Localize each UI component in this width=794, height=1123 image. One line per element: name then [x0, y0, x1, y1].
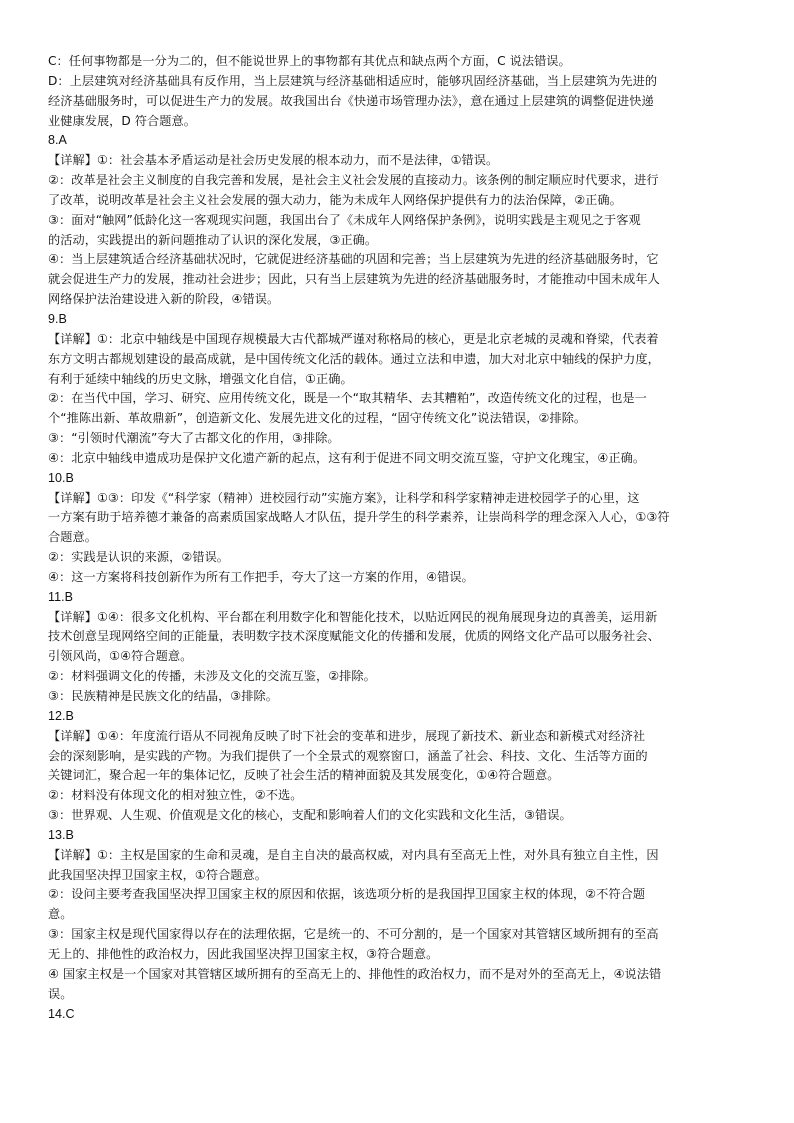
text-line: 就会促进生产力的发展，推动社会进步；因此，只有当上层建筑为先进的经济基础服务时，才能推动中国未成年人: [48, 272, 660, 287]
text-line: 了改革，说明改革是社会主义社会发展的强大动力，能为未成年人网络保护提供有力的法治保障，②正确。: [48, 192, 622, 207]
text-line: 【详解】①④：很多文化机构、平台都在利用数字化和智能化技术，以贴近网民的视角展现身边的真善美，运用新: [48, 609, 658, 624]
question-number: 12.B: [48, 708, 74, 723]
question-number: 14.C: [48, 1006, 75, 1021]
text-line: ③：世界观、人生观、价值观是文化的核心，支配和影响着人们的文化实践和文化生活，③错误。: [48, 808, 572, 823]
text-line: ③：“引领时代潮流”夸大了古都文化的作用，③排除。: [48, 431, 340, 446]
text-line: 合题意。: [48, 530, 97, 545]
text-line: ④：当上层建筑适合经济基础状况时，它就促进经济基础的巩固和完善；当上层建筑为先进的经济基础服务时，它: [48, 252, 659, 267]
text-line: 个“推陈出新、革故鼎新”，创造新文化、发展先进文化的过程，“固守传统文化”说法错误，②排除。: [48, 411, 587, 426]
question-number: 13.B: [48, 827, 74, 842]
text-line: ③：民族精神是民族文化的结晶，③排除。: [48, 689, 278, 703]
text-line: 无上的、排他性的政治权力，因此我国坚决捍卫国家主权，③符合题意。: [48, 946, 439, 961]
text-line: ④：这一方案将科技创新作为所有工作把手，夸大了这一方案的作用，④错误。: [48, 569, 474, 584]
answer-explanation-page: [48, 52, 758, 1024]
text-line: 【详解】①：北京中轴线是中国现存规模最大古代都城严谨对称格局的核心，更是北京老城的灵魂和脊梁，代表着: [48, 331, 659, 346]
text-line: ②：设问主要考查我国坚决捍卫国家主权的原因和依据，该选项分析的是我国捍卫国家主权的体现，②不符合题: [48, 887, 646, 902]
question-number: 11.B: [48, 589, 73, 604]
text-line: D：上层建筑对经济基础具有反作用，当上层建筑与经济基础相适应时，能够巩固经济基础，当上层建筑为先进的: [48, 73, 658, 88]
text-line: ②：实践是认识的来源，②错误。: [48, 550, 230, 565]
text-line: 【详解】①④：年度流行语从不同视角反映了时下社会的变革和进步，展现了新技术、新业态和新模式对经济社: [48, 728, 646, 743]
question-number: 9.B: [48, 311, 67, 326]
text-line: 【详解】①③：印发《“科学家（精神）进校园行动”实施方案》，让科学和科学家精神走进校园学子的心里，这: [48, 490, 640, 505]
text-line: 一方案有助于培养德才兼备的高素质国家战略人才队伍，提升学生的科学素养，让崇尚科学的理念深入人心，①③符: [48, 510, 670, 525]
text-line: ④：北京中轴线申遗成功是保护文化遗产新的起点，这有利于促进不同文明交流互鉴，守护文化瑰宝，④正确。: [48, 450, 646, 465]
question-number: 10.B: [48, 470, 74, 485]
question-number: 8.A: [48, 133, 67, 148]
text-line: 误。: [48, 986, 73, 1001]
text-line: ③：面对“触网”低龄化这一客观现实问题，我国出台了《未成年人网络保护条例》，说明实践是主观见之于客观: [48, 212, 641, 227]
text-line: 有利于延续中轴线的历史文脉，增强文化自信，①正确。: [48, 371, 353, 386]
text-line: 【详解】①：主权是国家的生命和灵魂，是自主自决的最高权威，对内具有至高无上性，对外具有独立自主性，因: [48, 847, 659, 862]
text-line: 此我国坚决捍卫国家主权，①符合题意。: [48, 867, 268, 882]
text-line: 技术创意呈现网络空间的正能量，表明数字技术深度赋能文化的传播和发展，优质的网络文化产品可以服务社会、: [48, 629, 660, 644]
text-line: 引领风尚，①④符合题意。: [48, 649, 193, 664]
text-line: 【详解】①：社会基本矛盾运动是社会历史发展的根本动力，而不是法律，①错误。: [48, 153, 499, 168]
text-line: 网络保护法治建设进入新的阶段，④错误。: [48, 292, 280, 307]
text-line: ④ 国家主权是一个国家对其管辖区域所拥有的至高无上的、排他性的政治权力，而不是对外的至高无上，④说法错: [48, 966, 662, 981]
text-line: 关键词汇，聚合起一年的集体记忆，反映了社会生活的精神面貌及其发展变化，①④符合题意。: [48, 768, 560, 783]
text-line: ②：材料强调文化的传播，未涉及文化的交流互鉴，②排除。: [48, 669, 376, 684]
text-line: C：任何事物都是一分为二的，但不能说世界上的事物都有其优点和缺点两个方面，C 说法错误。: [48, 54, 571, 68]
text-line: 意。: [48, 907, 73, 922]
text-line: 会的深刻影响，是实践的产物。为我们提供了一个全景式的观察窗口，涵盖了社会、科技、文化、生活等方面的: [48, 748, 648, 763]
text-line: 东方文明古都规划建设的最高成就，是中国传统文化活的载体。通过立法和申遗，加大对北京中轴线的保护力度，: [48, 351, 660, 366]
text-line: 业健康发展，D 符合题意。: [48, 113, 196, 128]
text-line: ②：改革是社会主义制度的自我完善和发展，是社会主义社会发展的直接动力。该条例的制定顺应时代要求，进行: [48, 173, 659, 188]
text-line: 的活动，实践提出的新问题推动了认识的深化发展，③正确。: [48, 232, 378, 247]
text-line: ②：在当代中国，学习、研究、应用传统文化，既是一个“取其精华、去其糟粕”，改造传统文化的过程，也是一: [48, 391, 647, 406]
text-line: 经济基础服务时，可以促进生产力的发展。故我国出台《快递市场管理办法》，意在通过上层建筑的调整促进快递: [48, 93, 654, 108]
text-line: ②：材料没有体现文化的相对独立性，②不选。: [48, 788, 303, 803]
text-line: ③：国家主权是现代国家得以存在的法理依据，它是统一的、不可分割的，是一个国家对其管辖区域所拥有的至高: [48, 927, 659, 942]
